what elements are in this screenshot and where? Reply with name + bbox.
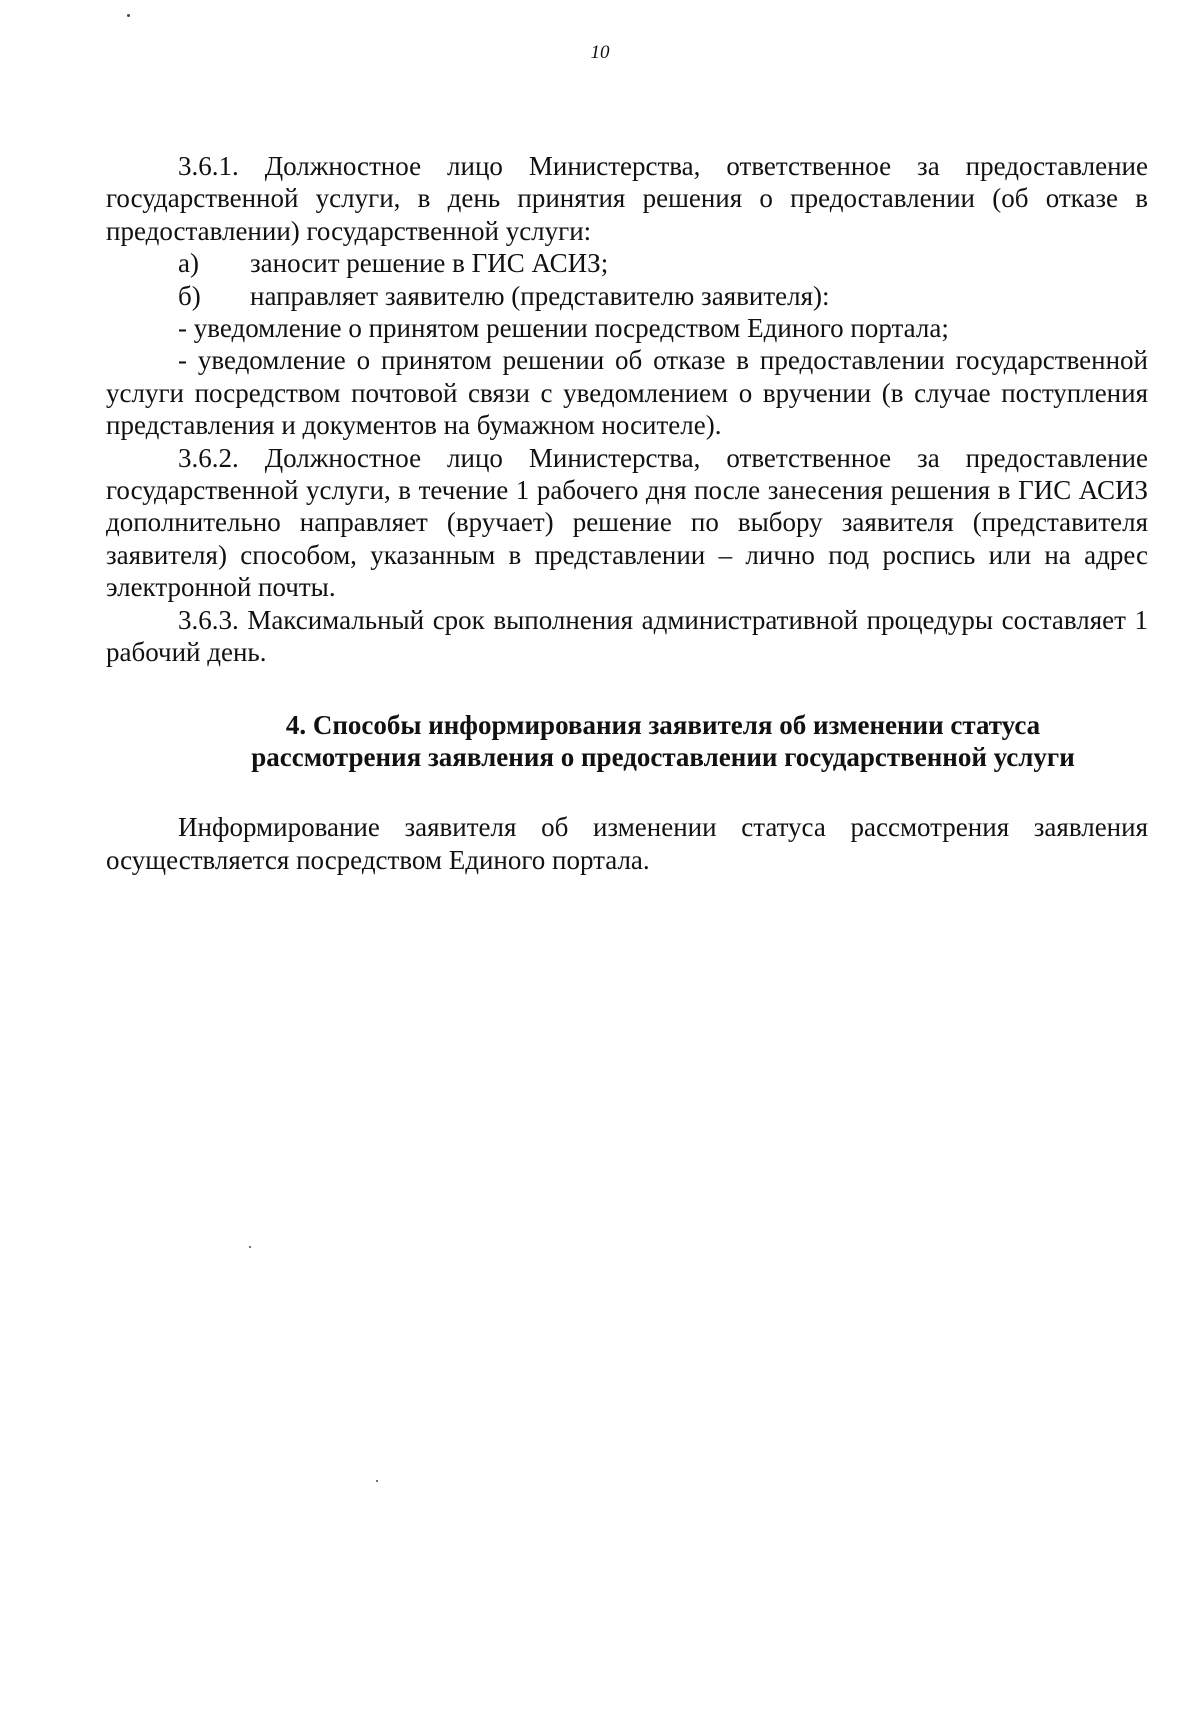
paragraph-section-4: Информирование заявителя об изменении статуса рассмотрения заявления осуществляется посредством Единого портала. (106, 812, 1148, 875)
list-text-b: направляет заявителю (представителю заявителя): (250, 280, 830, 311)
dash-item-portal: - уведомление о принятом решении посредством Единого портала; (178, 313, 949, 344)
scan-speck (127, 14, 130, 17)
list-item-a (106, 247, 1148, 279)
dash-item-postal: - уведомление о принятом решении об отказе в предоставлении государственной услуги посредством почтовой связи с уведомлением о вручении (в случае поступления представления и документов на бумажном носителе). (106, 345, 1148, 441)
section-4-heading (106, 709, 1148, 774)
scan-speck (249, 1246, 251, 1248)
section-4-heading-line1: 4. Способы информирования заявителя об изменении статуса (285, 709, 1041, 740)
list-marker-a: а) (178, 248, 199, 279)
page-number: 10 (590, 42, 610, 63)
paragraph-3-6-1: 3.6.1. Должностное лицо Министерства, ответственное за предоставление государственной услуги, в день принятия решения о предоставлении (об отказе в предоставлении) государственной услуги: (106, 151, 1148, 246)
document-body (106, 150, 1148, 876)
list-text-a: заносит решение в ГИС АСИЗ; (250, 248, 609, 279)
list-marker-b: б) (178, 280, 201, 311)
paragraph-3-6-2: 3.6.2. Должностное лицо Министерства, ответственное за предоставление государственной услуги, в течение 1 рабочего дня после занесения решения в ГИС АСИЗ дополнительно направляет (вручает) решение по выбору заявителя (представителя заявителя) способом, указанным в представлении – лично под роспись или на адрес электронной почты. (106, 442, 1148, 603)
list-item-b (106, 280, 1148, 312)
section-4-heading-line2: рассмотрения заявления о предоставлении государственной услуги (251, 741, 1075, 772)
scan-speck (376, 1480, 378, 1482)
paragraph-3-6-3: 3.6.3. Максимальный срок выполнения административной процедуры составляет 1 рабочий день. (106, 604, 1148, 668)
